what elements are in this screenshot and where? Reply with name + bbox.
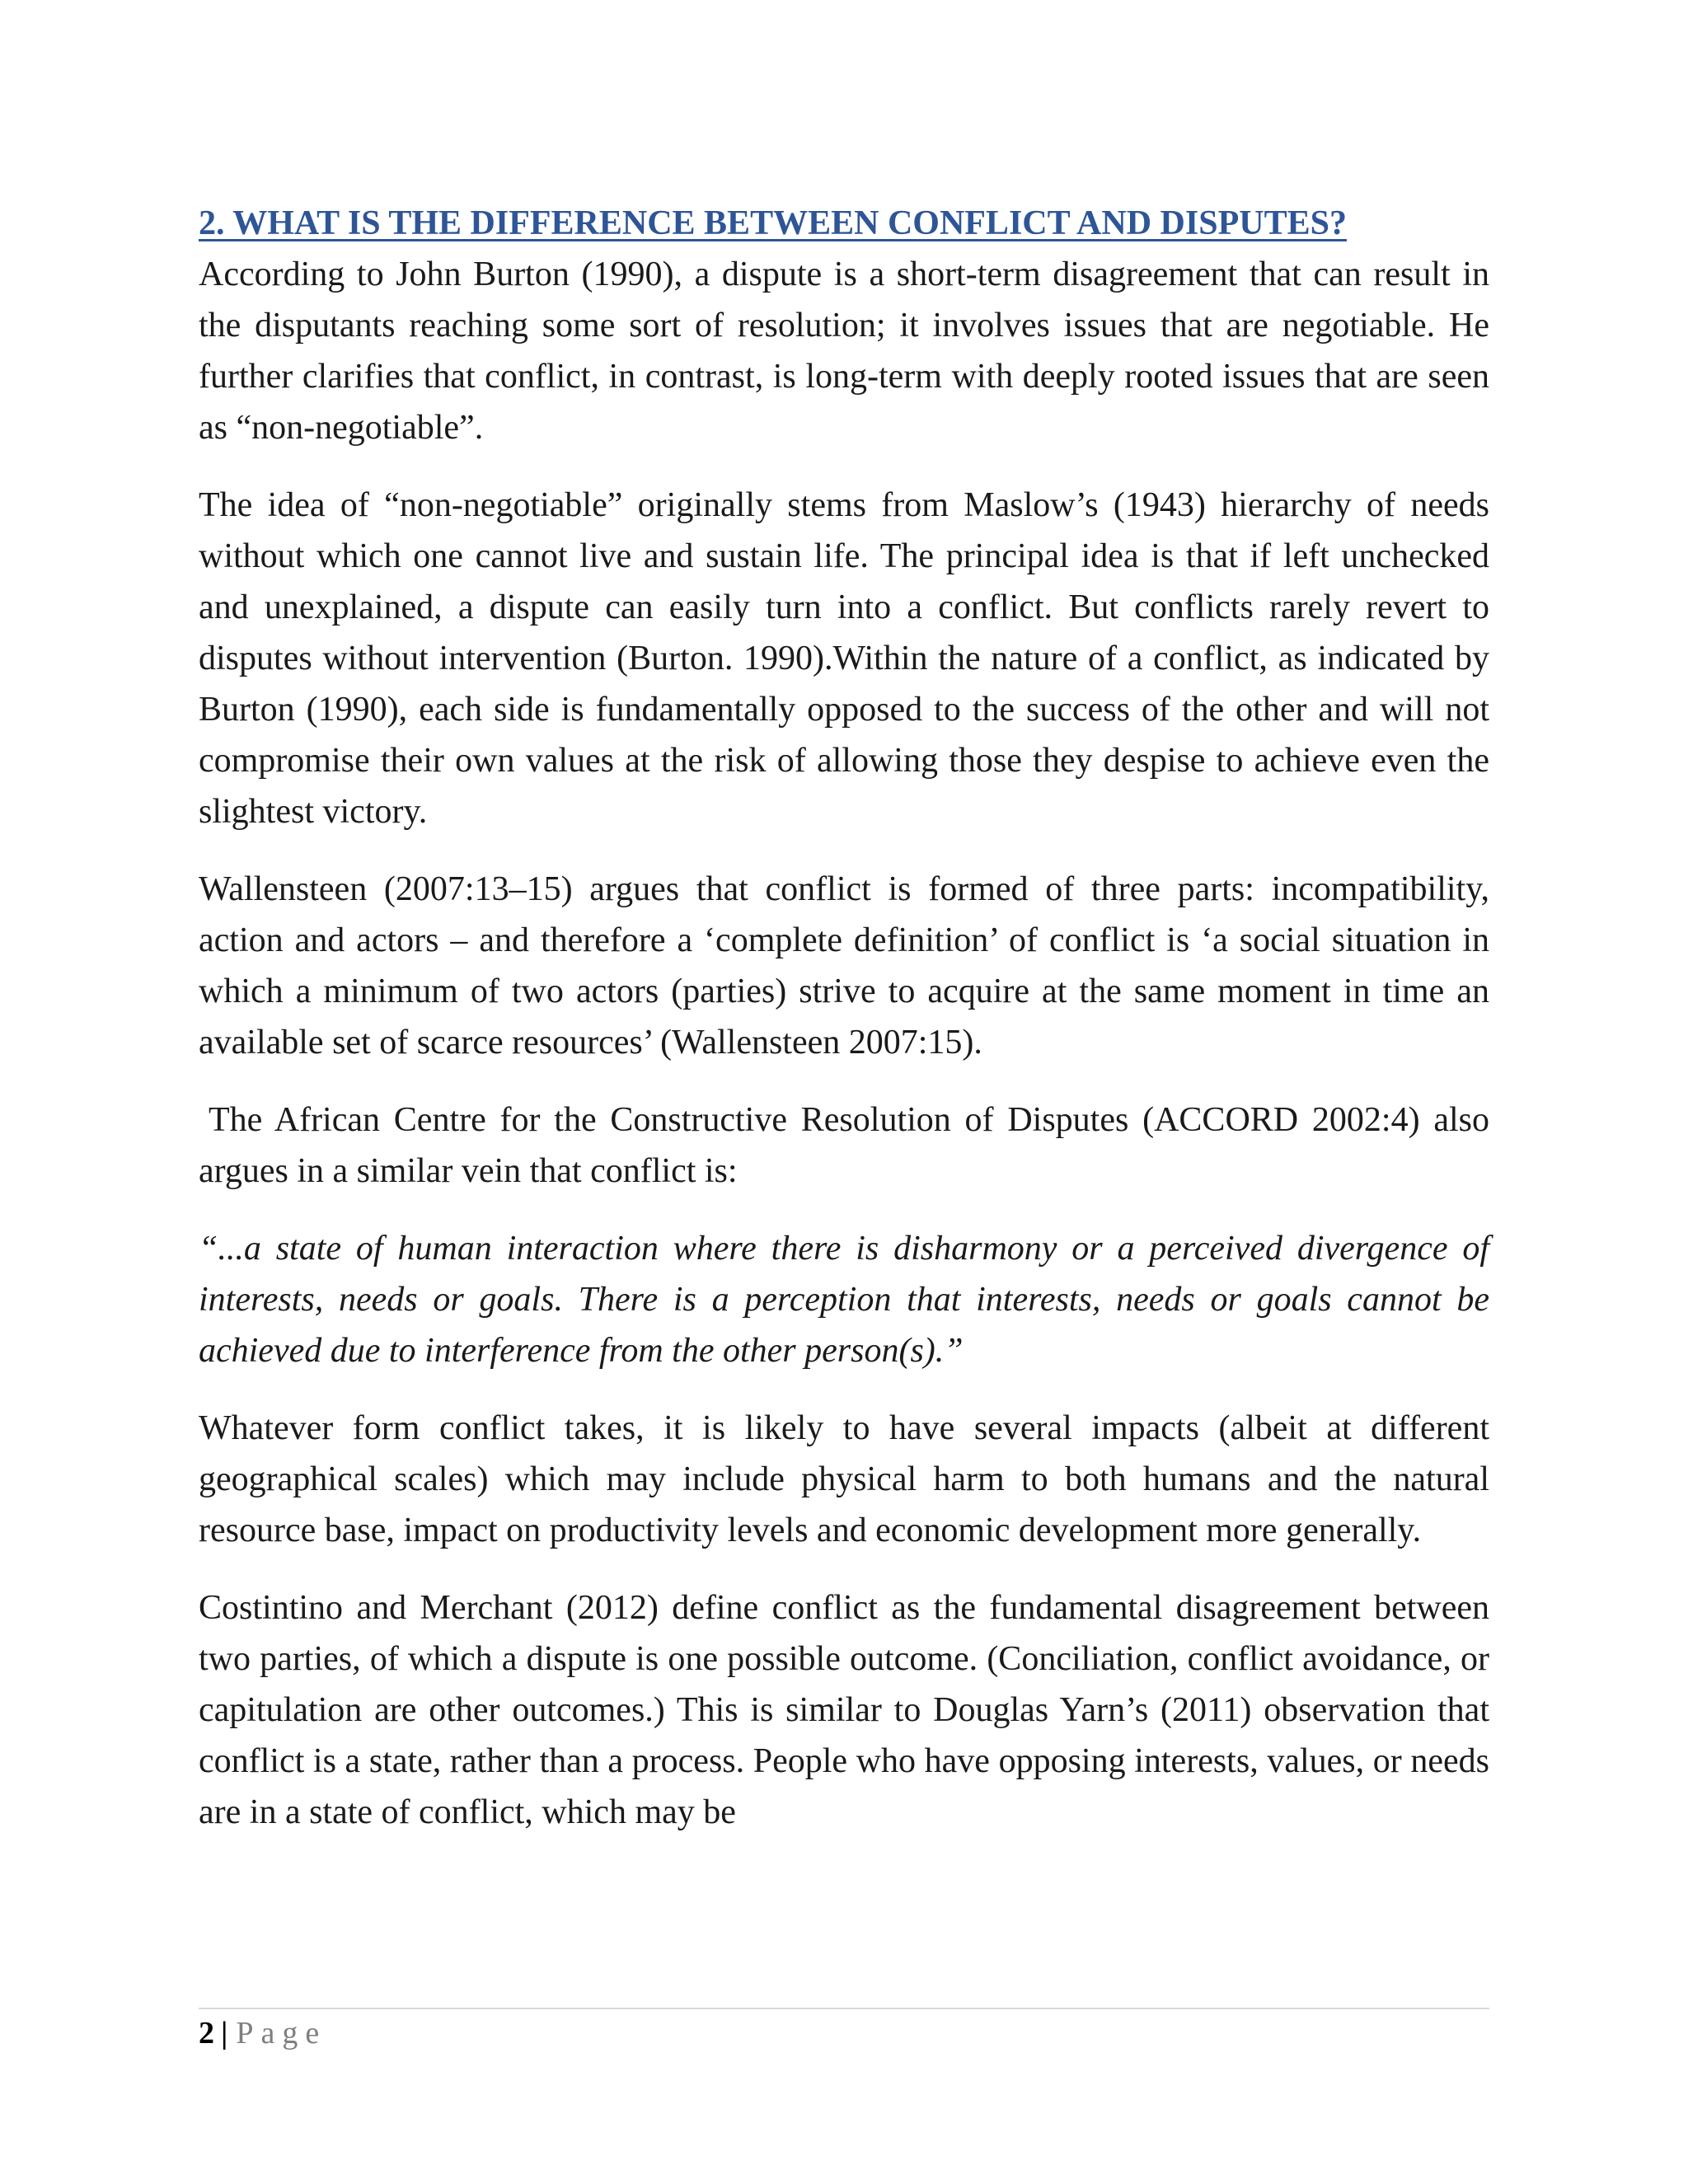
page-number: 2	[199, 2016, 214, 2050]
paragraph-costintino-merchant: Costintino and Merchant (2012) define conflict as the fundamental disagreement between two parties, of which a dispute is one possible outcome. (Conciliation, conflict avoidance, or capitulation are other outcomes.) This is similar to Douglas Yarn’s (2011) observation that conflict is a state, rather than a process. People who have opposing interests, values, or needs are in a state of conflict, which may be	[199, 1589, 1489, 1831]
footer-divider	[199, 2008, 1489, 2009]
page-content	[199, 198, 1489, 1864]
paragraph-conflict-impacts: Whatever form conflict takes, it is likely to have several impacts (albeit at different geographical scales) which may include physical harm to both humans and the natural resource base, impact on productivity levels and economic development more generally.	[199, 1409, 1489, 1549]
paragraph-non-negotiable: The idea of “non-negotiable” originally stems from Maslow’s (1943) hierarchy of needs without which one cannot live and sustain life. The principal idea is that if left unchecked and unexplained, a dispute can easily turn into a conflict. But conflicts rarely revert to disputes without intervention (Burton. 1990).Within the nature of a conflict, as indicated by Burton (1990), each side is fundamentally opposed to the success of the other and will not compromise their own values at the risk of allowing those they despise to achieve even the slightest victory.	[199, 486, 1489, 831]
paragraph-accord-intro: The African Centre for the Constructive Resolution of Disputes (ACCORD 2002:4) also argues in a similar vein that conflict is:	[199, 1101, 1489, 1190]
page-label: Page	[236, 2016, 327, 2050]
paragraph-burton-definition: According to John Burton (1990), a dispute is a short-term disagreement that can result in the disputants reaching some sort of resolution; it involves issues that are negotiable. He further clarifies that conflict, in contrast, is long-term with deeply rooted issues that are seen as “non-negotiable”.	[199, 255, 1489, 447]
section-heading: 2. WHAT IS THE DIFFERENCE BETWEEN CONFLICT AND DISPUTES?	[199, 204, 1347, 242]
paragraph-wallensteen: Wallensteen (2007:13–15) argues that conflict is formed of three parts: incompatibility, action and actors – and therefore a ‘complete definition’ of conflict is ‘a social situation in which a minimum of two actors (parties) strive to acquire at the same moment in time an available set of scarce resources’ (Wallensteen 2007:15).	[199, 870, 1489, 1062]
paragraph-accord-quote: “...a state of human interaction where there is disharmony or a perceived divergence of interests, needs or goals. There is a perception that interests, needs or goals cannot be achieved due to interference from the other person(s).”	[199, 1230, 1489, 1370]
page-footer	[199, 2011, 326, 2055]
footer-separator: |	[221, 2016, 228, 2050]
